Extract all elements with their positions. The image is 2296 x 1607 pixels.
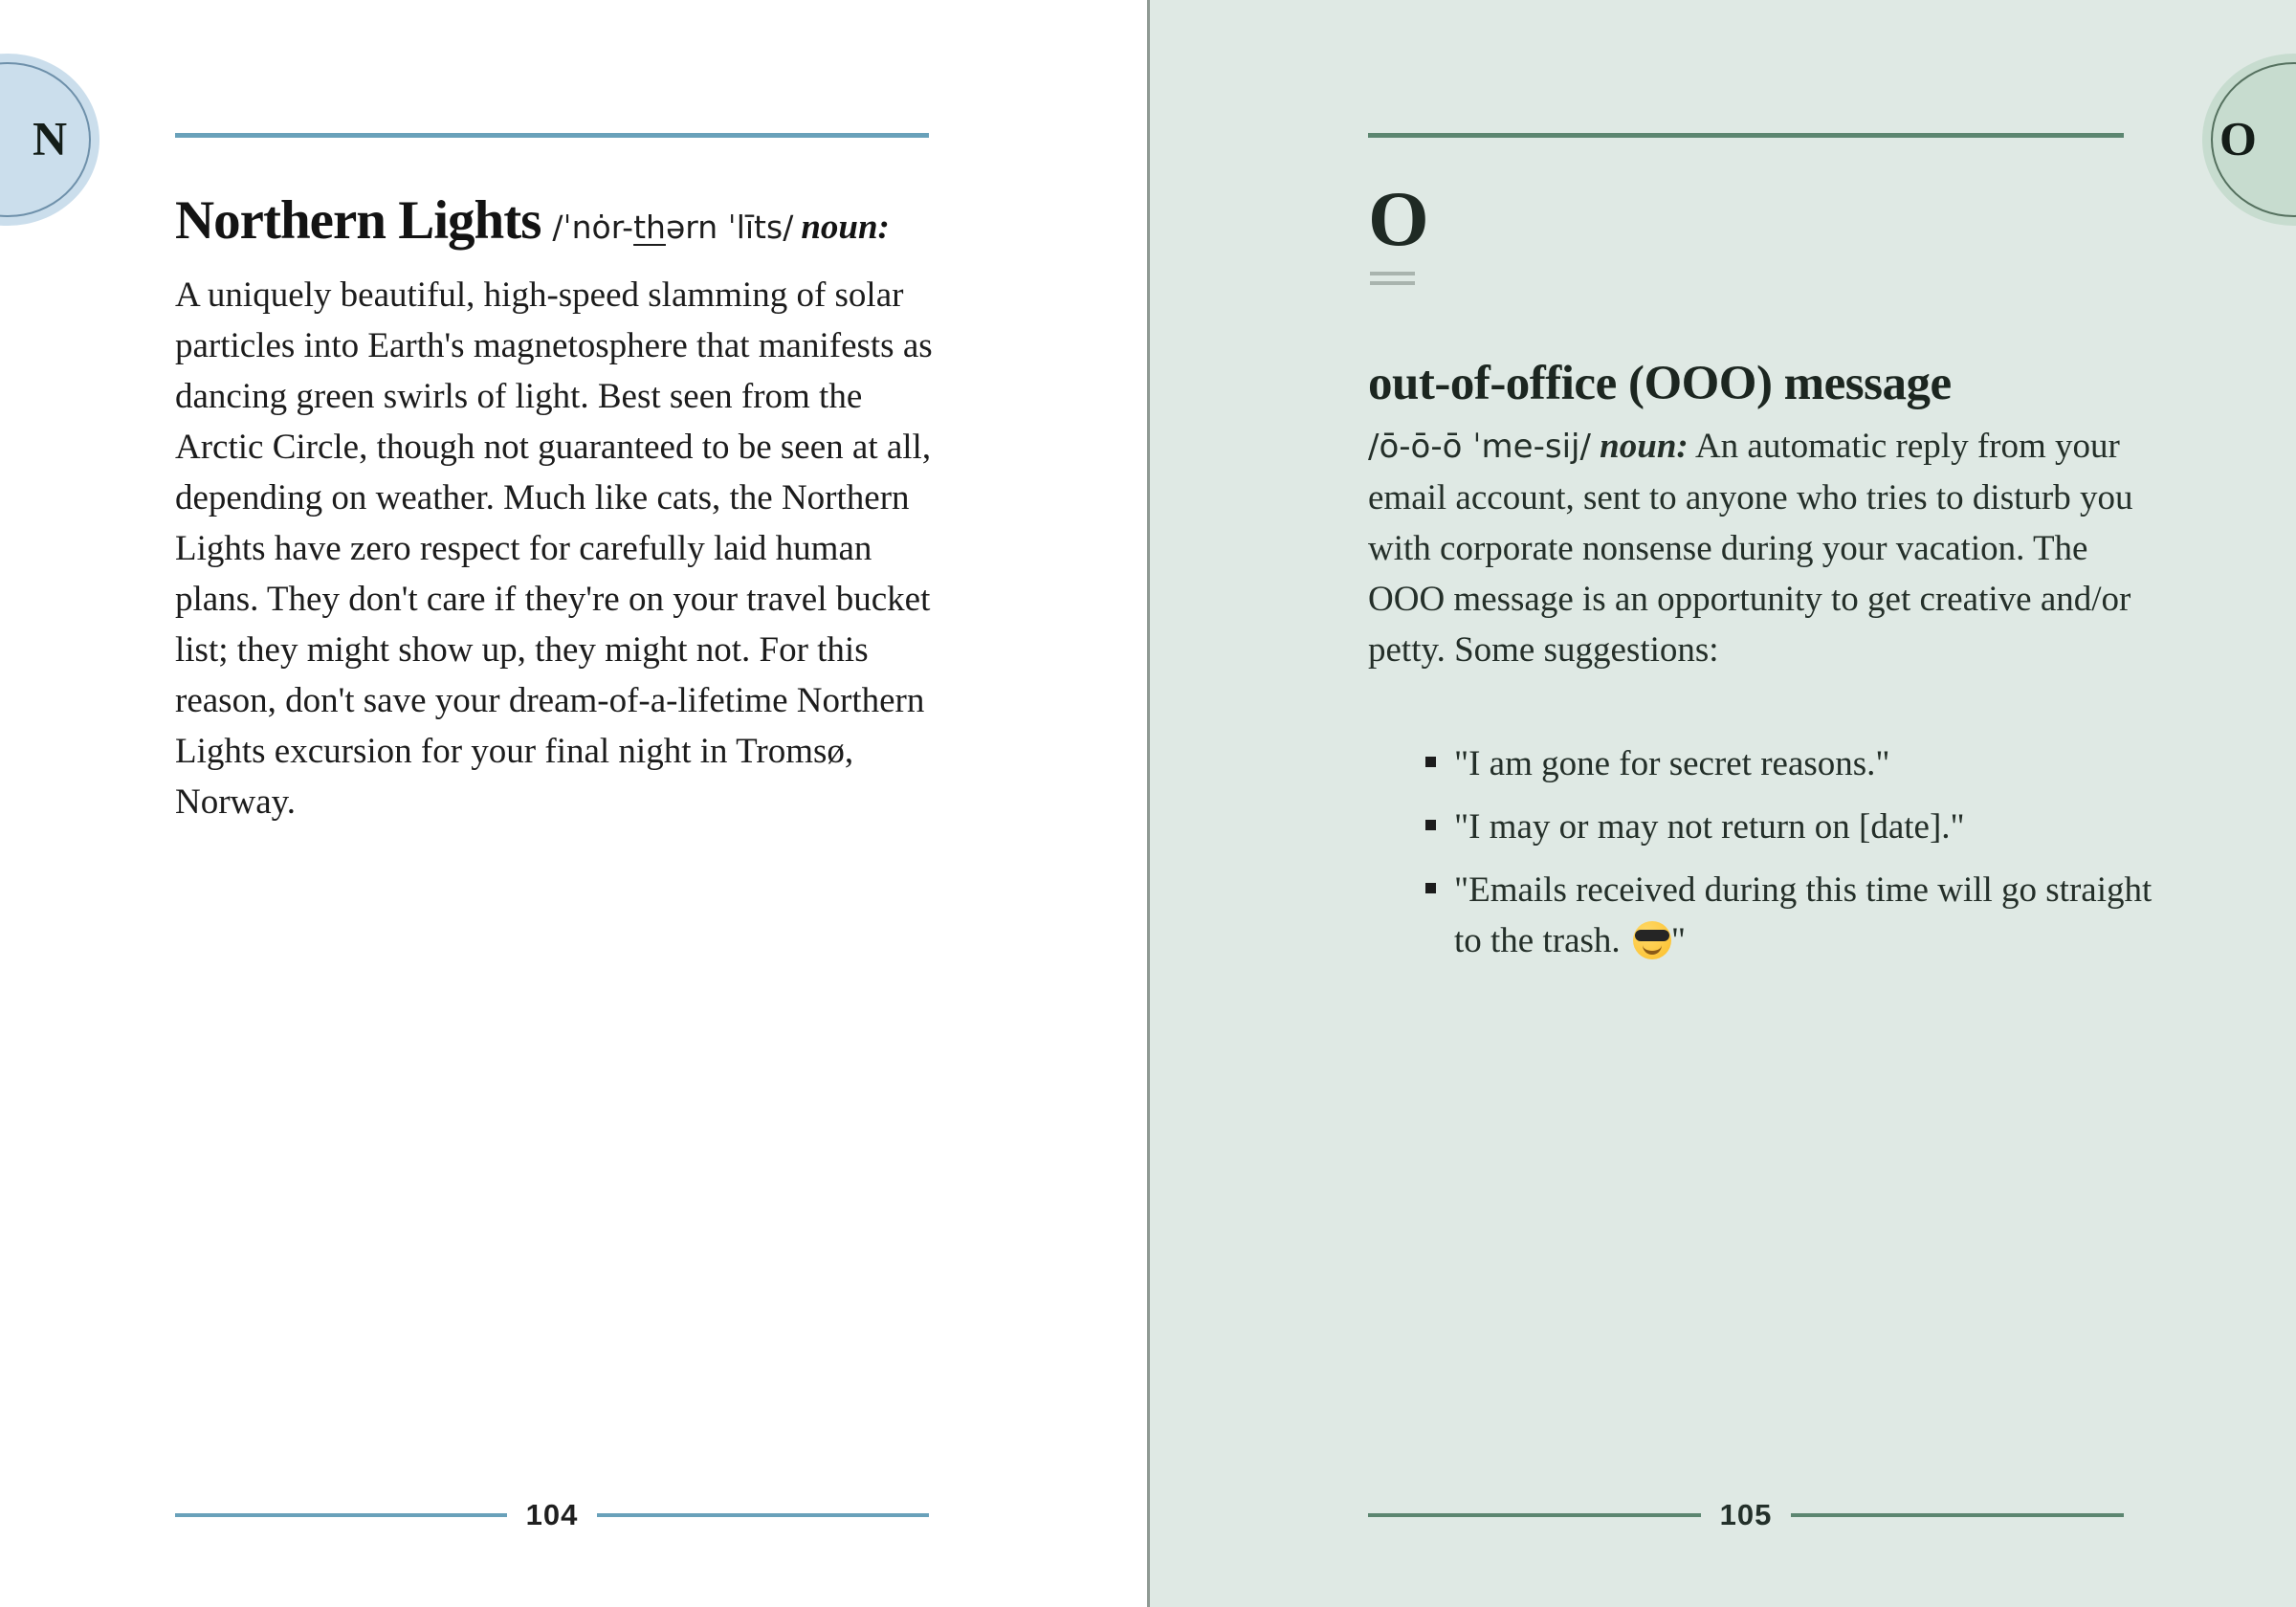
footer-rule-right-a (1368, 1513, 1701, 1517)
section-double-underline (1370, 272, 1415, 285)
top-rule-right (1368, 133, 2124, 138)
top-rule-left (175, 133, 929, 138)
footer-rule-right-b (1791, 1513, 2124, 1517)
footer-rule-left-b (597, 1513, 929, 1517)
right-page (1150, 0, 2296, 1607)
part-of-speech: noun: (801, 208, 890, 247)
entry-pronunciation-ooo: /ō-ō-ō ˈme-sij/ (1368, 428, 1591, 466)
underline-line-2 (1370, 281, 1415, 285)
smile-icon (1643, 945, 1662, 955)
footer-rule-left-a (175, 1513, 507, 1517)
entry-definition: A uniquely beautiful, high-speed slamming of solar particles into Earth's magnetosphere that manifests as dancing green swirls of light. Best seen from the Arctic Circle, though not guaranteed to be seen at all, depending on weather. Much like cats, the Northern Lights have zero respect for carefully laid human plans. They don't care if they're on your travel bucket list; they might show up, they might not. For this reason, don't save your dream-of-a-lifetime Northern Lights excursion for your final night in Tromsø, Norway. (175, 275, 933, 822)
section-header-o (1368, 175, 1429, 285)
ooo-suggestions-list (1454, 738, 2181, 979)
definition-text-ooo: An automatic reply from your email account, sent to anyone who tries to disturb you with corporate nonsense during your vacation. The OOO message is an opportunity to get creative and/or petty. Some suggestions: (1368, 427, 2133, 670)
list-item (1454, 865, 2181, 966)
part-of-speech-ooo: noun: (1600, 427, 1689, 466)
suggestion-text: "I am gone for secret reasons." (1454, 744, 1890, 783)
page-footer-right (1368, 1496, 2124, 1534)
section-letter: O (1368, 175, 1429, 262)
pronunciation-start: /ˈnȯr- (552, 209, 634, 246)
page-footer-left (175, 1496, 929, 1534)
left-page (0, 0, 1147, 1607)
letter-tab-n[interactable] (0, 54, 99, 226)
entry-pronunciation (552, 209, 793, 246)
tab-letter-o: O (2219, 111, 2257, 165)
list-item (1454, 802, 2181, 852)
sunglasses-icon (1635, 930, 1669, 941)
list-item (1454, 738, 2181, 789)
pronunciation-underlined-th: th (633, 209, 666, 246)
page-number-right: 105 (1719, 1498, 1773, 1531)
suggestion-text-suffix: " (1670, 921, 1687, 960)
underline-line-1 (1370, 272, 1415, 275)
pronunciation-end: ərn ˈlīts/ (665, 209, 794, 246)
sunglasses-face-emoji (1633, 921, 1671, 959)
tab-letter-n: N (33, 111, 68, 165)
entry-heading-northern-lights (175, 189, 890, 252)
suggestion-text: "I may or may not return on [date]." (1454, 807, 1965, 847)
entry-heading-ooo-message: out-of-office (OOO) message (1368, 357, 1952, 410)
page-number-left: 104 (525, 1498, 579, 1531)
letter-tab-o[interactable] (2202, 54, 2296, 226)
entry-definition-ooo (1368, 421, 2148, 675)
entry-term: Northern Lights (175, 190, 541, 251)
suggestion-text: "Emails received during this time will go straight to the trash. (1454, 870, 2152, 960)
